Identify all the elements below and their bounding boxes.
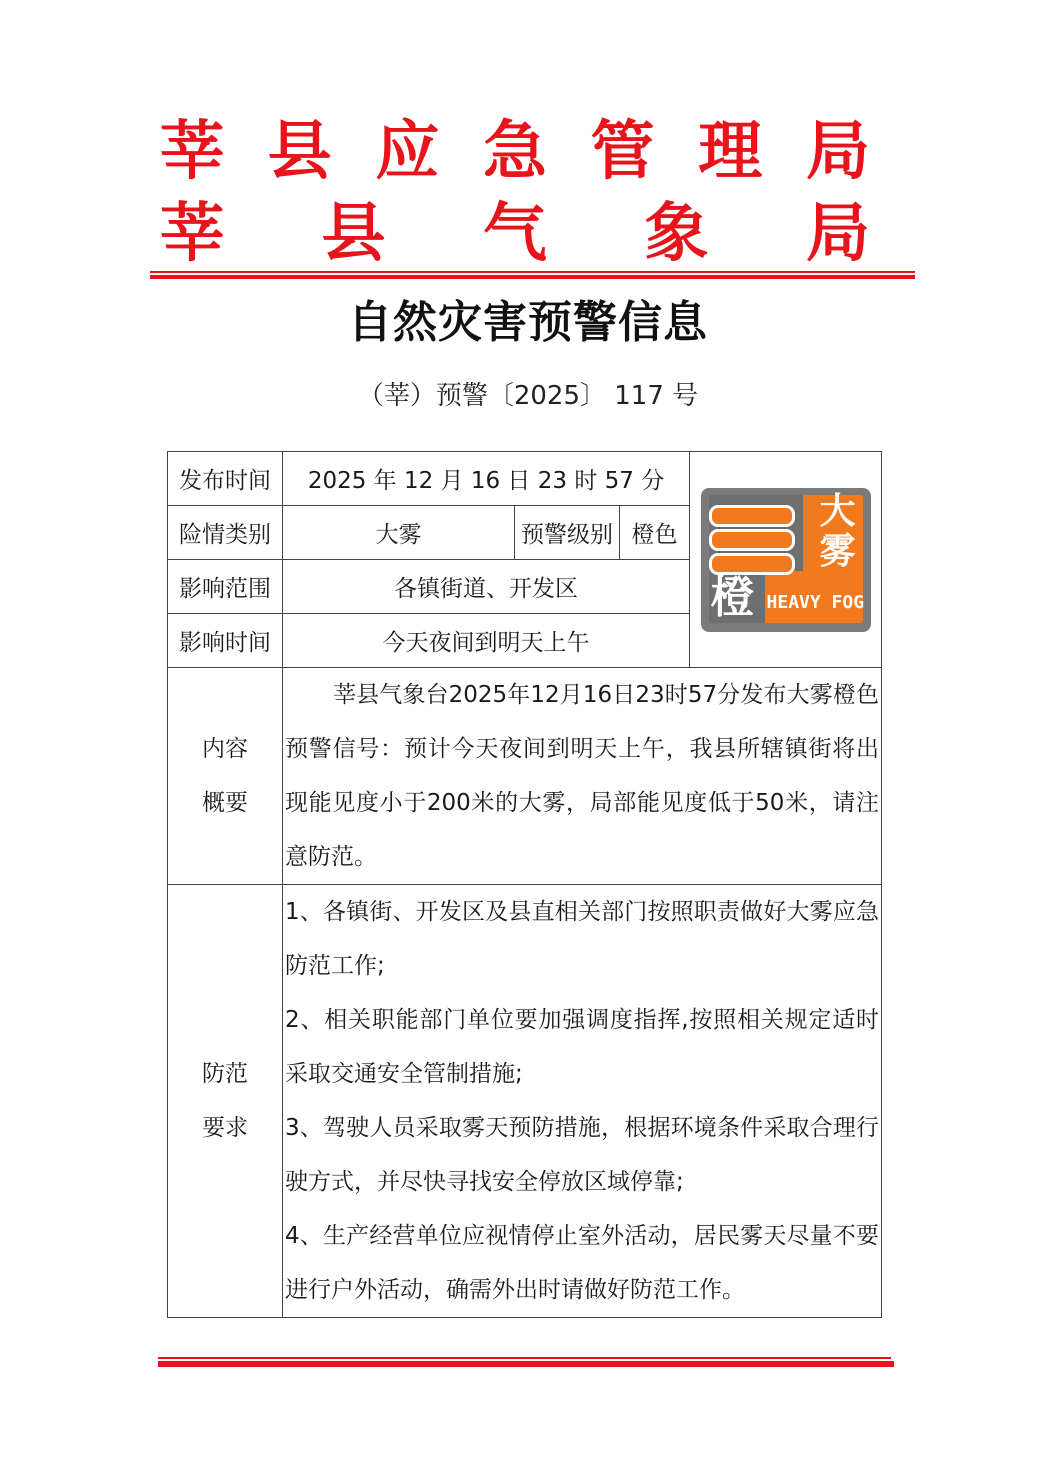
issuer-char: 管	[590, 115, 655, 189]
requirements-cell	[283, 885, 882, 1318]
summary-label-line: 内容	[202, 736, 248, 762]
hazard-type-label: 险情类别	[168, 506, 283, 560]
issuer-meteorological-bureau	[160, 197, 870, 271]
publish-time-value: 2025 年 12 月 16 日 23 时 57 分	[283, 452, 690, 506]
impact-time-value: 今天夜间到明天上午	[283, 614, 690, 668]
document-title: 自然灾害预警信息	[348, 297, 708, 348]
requirements-label-line: 要求	[202, 1115, 248, 1141]
table-row	[168, 452, 882, 506]
fog-bar-icon	[709, 529, 795, 551]
issuer-char: 莘	[160, 115, 224, 189]
header-divider-thin	[150, 271, 915, 273]
footer-divider-thick	[158, 1361, 894, 1367]
summary-text: 莘县气象台2025年12月16日23时57分发布大雾橙色预警信号：预计今天夜间到明天上午，我县所辖镇街将出现能见度小于200米的大雾，局部能见度低于50米，请注意防范。	[285, 682, 880, 870]
issuer-emergency-bureau	[160, 115, 870, 189]
sign-char-da: 大	[819, 490, 856, 532]
issuer-char: 县	[321, 197, 386, 271]
impact-area-value: 各镇街道、开发区	[283, 560, 690, 614]
summary-label	[168, 668, 283, 885]
heavy-fog-orange-warning-icon	[701, 488, 871, 632]
requirement-item: 4、生产经营单位应视情停止室外活动，居民雾天尽量不要进行户外活动，确需外出时请做好防范工作。	[285, 1223, 880, 1303]
issuer-char: 急	[482, 115, 547, 189]
warning-info-table	[167, 451, 882, 1318]
issuer-char: 气	[483, 197, 547, 271]
sign-char-wu: 雾	[819, 530, 856, 572]
issuer-char: 莘	[160, 197, 224, 271]
table-row	[168, 885, 882, 1318]
sign-hazard-text	[815, 492, 861, 572]
sign-english-text: HEAVY FOG	[766, 591, 865, 613]
issuer-char: 局	[805, 115, 870, 189]
requirements-label-line: 防范	[202, 1061, 248, 1087]
requirement-item: 1、各镇街、开发区及县直相关部门按照职责做好大雾应急防范工作;	[285, 899, 880, 979]
requirement-item: 2、相关职能部门单位要加强调度指挥,按照相关规定适时采取交通安全管制措施;	[285, 1007, 880, 1087]
warning-sign-cell	[690, 452, 882, 668]
table-row	[168, 668, 882, 885]
warning-level-label: 预警级别	[515, 506, 620, 560]
impact-area-label: 影响范围	[168, 560, 283, 614]
header-divider-thick	[150, 275, 915, 279]
issuer-char: 象	[644, 197, 709, 271]
summary-cell	[283, 668, 882, 885]
sign-level-char: 橙	[710, 571, 755, 623]
issuer-char: 理	[698, 115, 763, 189]
warning-level-value: 橙色	[620, 506, 690, 560]
requirements-label	[168, 885, 283, 1318]
impact-time-label: 影响时间	[168, 614, 283, 668]
footer-divider-thin	[158, 1357, 891, 1359]
requirement-item: 3、驾驶人员采取雾天预防措施，根据环境条件采取合理行驶方式，并尽快寻找安全停放区域停靠;	[285, 1115, 880, 1195]
issuer-char: 应	[375, 115, 440, 189]
summary-label-line: 概要	[202, 790, 248, 816]
document-number: （莘）预警〔2025〕 117 号	[357, 381, 699, 411]
issuer-char: 县	[267, 115, 332, 189]
fog-bar-icon	[709, 505, 795, 527]
publish-time-label: 发布时间	[168, 452, 283, 506]
issuer-char: 局	[806, 197, 870, 271]
hazard-type-value: 大雾	[283, 506, 515, 560]
